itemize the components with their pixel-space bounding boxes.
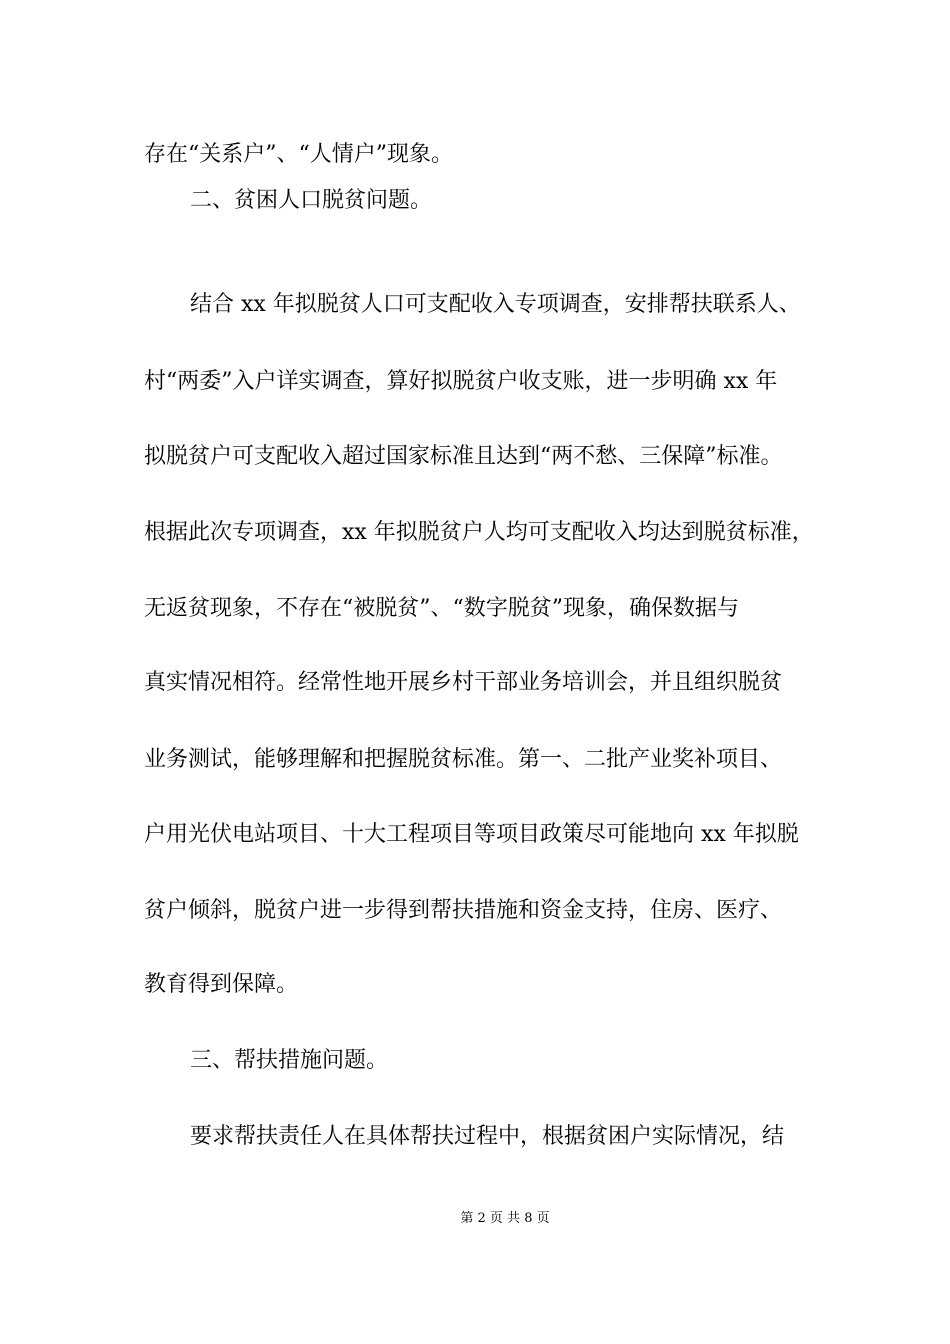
text-line: 村“两委”入户详实调查，算好拟脱贫户收支账，进一步明确 xx 年: [144, 369, 778, 394]
text-line: 真实情况相符。经常性地开展乡村干部业务培训会，并且组织脱贫: [144, 670, 783, 695]
text-line: 存在“关系户”、“人情户”现象。: [144, 142, 453, 167]
text-line: 拟脱贫户可支配收入超过国家标准且达到“两不愁、三保障”标准。: [144, 444, 783, 469]
text-line: 无返贫现象，不存在“被脱贫”、“数字脱贫”现象，确保数据与: [144, 596, 739, 621]
page-number-footer: 第 2 页 共 8 页: [460, 1211, 550, 1226]
text-line: 业务测试，能够理解和把握脱贫标准。第一、二批产业奖补项目、: [144, 747, 783, 772]
text-line: 贫户倾斜，脱贫户进一步得到帮扶措施和资金支持，住房、医疗、: [144, 898, 783, 923]
text-line: 要求帮扶责任人在具体帮扶过程中，根据贫困户实际情况，结: [190, 1124, 785, 1149]
section-heading: 二、贫困人口脱贫问题。: [190, 188, 433, 213]
section-heading: 三、帮扶措施问题。: [190, 1048, 389, 1073]
text-line: 根据此次专项调查，xx 年拟脱贫户人均可支配收入均达到脱贫标准，: [144, 520, 814, 545]
text-line: 教育得到保障。: [144, 972, 299, 997]
text-line: 户用光伏电站项目、十大工程项目等项目政策尽可能地向 xx 年拟脱: [144, 822, 799, 847]
text-line: 结合 xx 年拟脱贫人口可支配收入专项调查，安排帮扶联系人、: [190, 292, 801, 317]
